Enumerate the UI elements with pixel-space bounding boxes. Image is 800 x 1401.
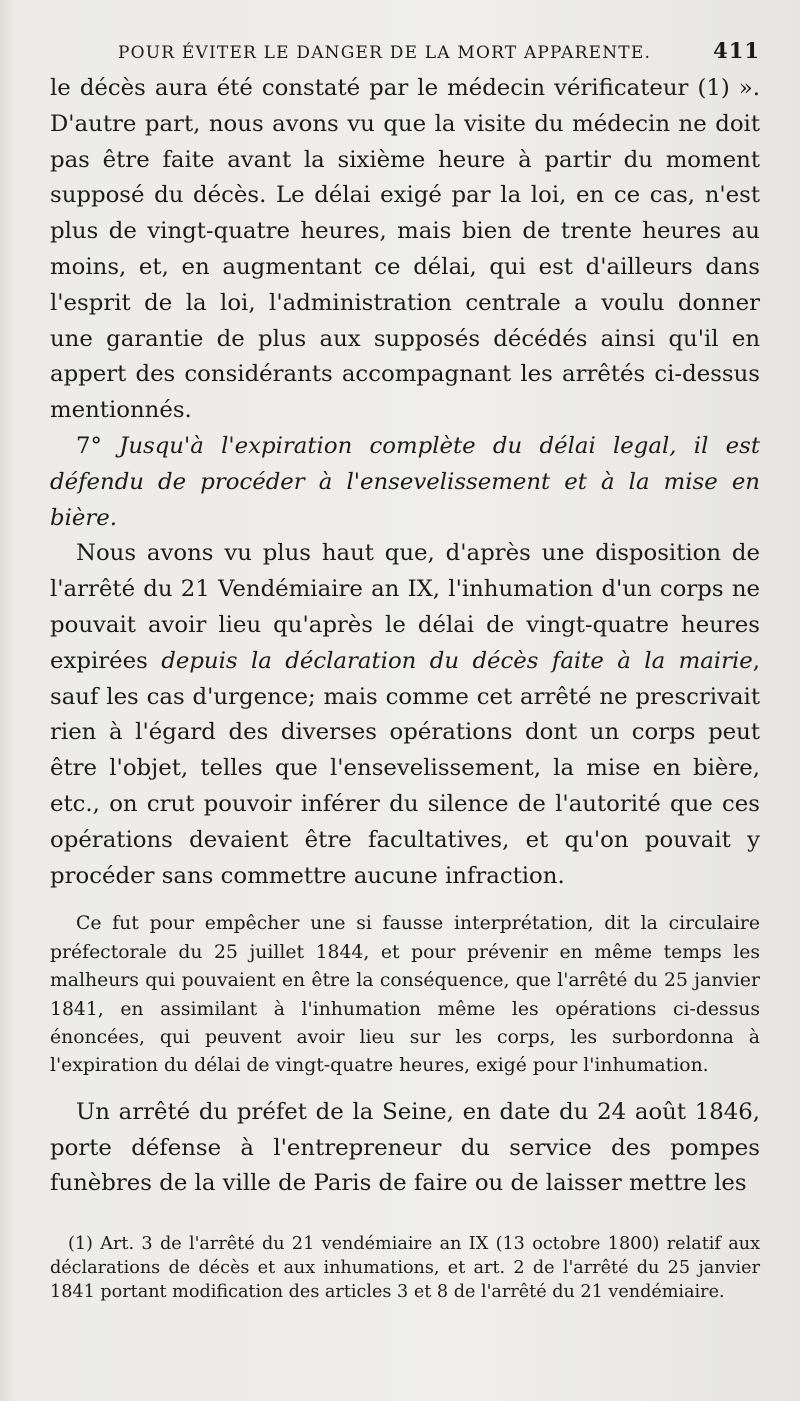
quoted-circular-paragraph: Ce fut pour empêcher une si fausse interprétation, dit la circulaire préfectorale du 25 juillet 1844, et pour prévenir en même temps les malheurs qui pouvaient en être la conséquence, que l'arrêté du 25 janvier 1841, en assimilant à l'inhumation même les opérations ci-dessus énoncées, qui peuvent avoir lieu sur les corps, les surbordonna à l'expiration du délai de vingt-quatre heures, exigé pour l'inhumation. — [50, 913, 760, 1077]
section-7-italic-text: Jusqu'à l'expiration complète du délai legal, il est défendu de procéder à l'ensevelissement et à la mise en bière. — [50, 432, 761, 531]
page-content — [50, 38, 760, 1304]
paragraph-arrete-vendemiaire — [50, 536, 760, 894]
page-number: 411 — [713, 38, 760, 63]
paragraph-text-part-1: Nous avons vu plus haut que, d'après une disposition de l'arrêté du 21 Vendémiaire an IX, l'inhumation d'un corps ne pouvait avoir lieu qu'après le délai de vingt-quatre heures expirées — [50, 540, 760, 674]
footnote: (1) Art. 3 de l'arrêté du 21 vendémiaire an IX (13 octobre 1800) relatif aux déclarations de décès et aux inhumations, et art. 2 de l'arrêté du 25 janvier 1841 portant modification des articles 3 et 8 de l'arrêté du 21 vendémiaire. — [50, 1234, 760, 1303]
section-number: 7° — [76, 432, 102, 459]
section-7-heading — [50, 429, 760, 536]
running-title: POUR ÉVITER LE DANGER DE LA MORT APPARENTE. — [118, 43, 652, 63]
paragraph-italic-phrase: depuis la déclaration du décès faite à la mairie — [161, 647, 753, 674]
paragraph-arrete-prefet: Un arrêté du préfet de la Seine, en date du 24 août 1846, porte défense à l'entrepreneur du service des pompes funèbres de la ville de Paris de faire ou de laisser mettre les — [50, 1098, 760, 1197]
paragraph-text-part-2: , sauf les cas d'urgence; mais comme cet arrêté ne prescrivait rien à l'égard des diverses opérations dont un corps peut être l'objet, telles que l'ensevelissement, la mise en bière, etc., on crut pouvoir inférer du silence de l'autorité que ces opérations devaient être facultatives, et qu'on pouvait y procéder sans commettre aucune infraction. — [50, 647, 761, 889]
paragraph-continuation: le décès aura été constaté par le médecin vérificateur (1) ». D'autre part, nous avons vu que la visite du médecin ne doit pas être faite avant la sixième heure à partir du moment supposé du décès. Le délai exigé par la loi, en ce cas, n'est plus de vingt-quatre heures, mais bien de trente heures au moins, et, en augmentant ce délai, qui est d'ailleurs dans l'esprit de la loi, l'administration centrale a voulu donner une garantie de plus aux supposés décédés ainsi qu'il en appert des considérants accompagnant les arrêtés ci-dessus mentionnés. — [50, 75, 760, 424]
running-header — [50, 38, 760, 63]
